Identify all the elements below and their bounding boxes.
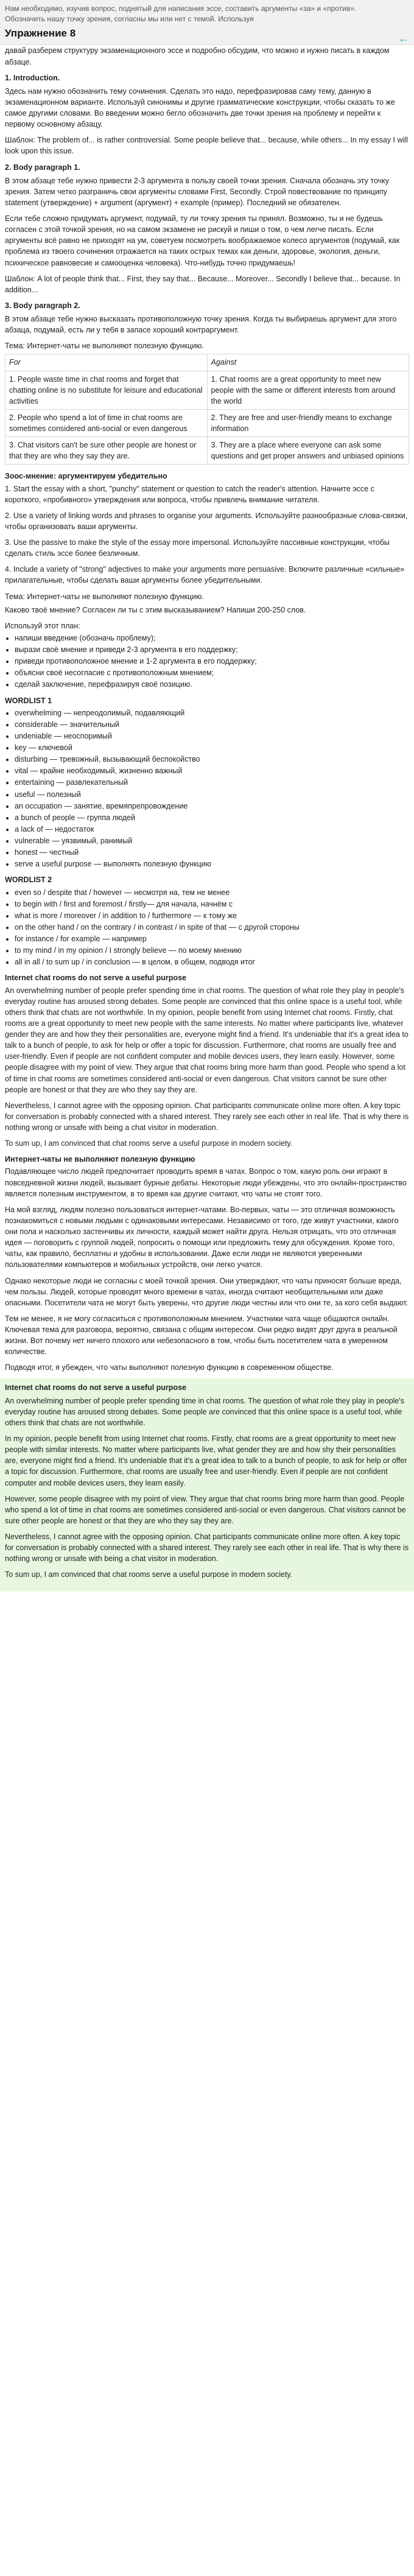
answer-paragraph: In my opinion, people benefit from using Internet chat rooms. Firstly, chat rooms are a great opportunity to meet new people with similar interests. No matter where participants live, what gender they are and how shy their personalities are, everyone might find a friend. It's undeniable that it's a great idea to talk to a bunch of people, to ask for help or offer a topic for discussion. Furthermore, chat rooms are usually free and user-friendly. Even if people are not confident computer and mobile devices users, they learn easily. [5, 1434, 407, 1487]
section-pattern: Шаблон: The problem of... is rather controversial. Some people believe that... because, while others... In my essay I will look upon this issue. [5, 136, 408, 156]
tip-item: 1. Start the essay with a short, "punchy" statement or question to catch the reader's attention. Начните эссе с короткого, «пробивного» утверждения или вопроса, чтобы привлечь внимание читателя. [5, 484, 374, 504]
wordlist-1 [5, 707, 409, 870]
tips-title: Зоос-мнение: аргументируем убедительно [5, 472, 167, 481]
list-item: • напиши введение (обозначь проблему); [15, 633, 409, 644]
list-item: • considerable — значительный [15, 719, 409, 730]
section-text: Если тебе сложно придумать аргумент, подумай, ту ли точку зрения ты принял. Возможно, ты и не будешь согласен с этой точкой зрения, но на самом экзамене не рискуй и пиши о том, о чем легче писать. Если аргументы всё равно не приходят на ум, советуем посмотреть воображаемое колесо аргументов (подумай, как проблема из твоего сочинения отражается на таких острых темах как деньги, здоровье, экология, деньги, психическое равновесие и самооценка человека). Что-нибудь точно придумаешь! [5, 214, 400, 267]
list-item: • undeniable — неоспоримый [15, 731, 409, 742]
table-cell: 2. People who spend a lot of time in chat rooms are sometimes considered anti-social or even dangerous [5, 409, 208, 437]
essay-paragraph: Тем не менее, я не могу согласиться с противоположным мнением. Участники чата чаще общаются онлайн. Ключевая тема для разговора, вероятно, связана с общим интересом. Они редко видят друг друга в реальной жизни. Вот почему нет ничего плохого или небезопасного в том, чтобы быть посетителем чата в умеренном количестве. [5, 1314, 398, 1356]
list-item: • useful — полезный [15, 789, 409, 800]
section-text: В этом абзаце тебе нужно высказать противоположную точку зрения. Когда ты выбираешь аргумент для этого абзаца, подумай, есть ли у тебя в запасе хороший контраргумент. [5, 315, 397, 335]
back-arrow-icon[interactable]: ← [398, 32, 409, 44]
section-heading: 1. Introduction. [5, 73, 60, 82]
for-header: For [5, 354, 208, 371]
list-item: • even so / despite that / however — несмотря на, тем не менее [15, 887, 409, 898]
answer-box [0, 1378, 414, 1592]
table-cell: 3. They are a place where everyone can ask some questions and get proper answers and unbiased opinions [207, 437, 409, 465]
essay-paragraph: Подводя итог, я убежден, что чаты выполняют полезную функцию в современном обществе. [5, 1363, 334, 1372]
essay-paragraph: Однако некоторые люди не согласны с моей точкой зрения. Они утверждают, что чаты приносят больше вреда, чем пользы. Людей, которые проводят много времени в чатах, иногда считают необщительными или даже опасными. Посетители чата не могут быть уверены, что другие люди честны или что они те, за кого себя выдают. [5, 1276, 409, 1307]
list-item: • serve a useful purpose — выполнять полезную функцию [15, 858, 409, 869]
answer-paragraph: To sum up, I am convinced that chat rooms serve a useful purpose in modern society. [5, 1570, 293, 1579]
table-row [5, 371, 409, 409]
list-item: • disturbing — тревожный, вызывающий беспокойство [15, 754, 409, 765]
wordlist-2 [5, 887, 409, 968]
table-cell: 2. They are free and user-friendly means to exchange information [207, 409, 409, 437]
list-item: • объясни своё несогласие с противоположным мнением; [15, 667, 409, 678]
section-pattern: Шаблон: A lot of people think that... First, they say that... Because... Moreover... Secondly I believe that... because. In addition... [5, 274, 401, 294]
list-item: • all in all / to sum up / in conclusion — в целом, в общем, подводя итог [15, 956, 409, 967]
wordlist-title: WORDLIST 1 [5, 696, 52, 705]
table-row [5, 409, 409, 437]
section-heading: 2. Body paragraph 1. [5, 163, 80, 172]
for-against-table [5, 354, 409, 465]
list-item: • for instance / for example — например [15, 933, 409, 944]
list-item: • entertaining — развлекательный [15, 777, 409, 788]
task-question: Каково твоё мнение? Согласен ли ты с этим высказыванием? Напиши 200-250 слов. [5, 605, 306, 614]
list-item: • сделай заключение, перефразируя своё позицию. [15, 679, 409, 690]
list-item: • to my mind / in my opinion / I strongly believe — по моему мнению [15, 945, 409, 956]
wordlist-title: WORDLIST 2 [5, 876, 52, 885]
list-item: • honest — честный [15, 847, 409, 858]
list-item: • a lack of — недостаток [15, 824, 409, 835]
answer-paragraph: However, some people disagree with my point of view. They argue that chat rooms bring more harm than good. People who spend a lot of time in chat rooms are sometimes considered anti-social or even dangerous. Chat visitors cannot be sure other people are honest or that they are who they say they are. [5, 1494, 406, 1525]
essay-title: Интернет-чаты не выполняют полезную функцию [5, 1155, 195, 1164]
list-item: • a bunch of people — группа людей [15, 812, 409, 823]
essay-paragraph: Nevertheless, I cannot agree with the opposing opinion. Chat participants communicate online more often. A key topic for conversation is probably connected with a shared interest. They rarely see each other in real life. That is why there is nothing wrong or unsafe with being a chat visitor in moderation. [5, 1101, 409, 1132]
list-item: • вырази своё мнение и приведи 2-3 аргумента в его поддержку; [15, 644, 409, 655]
list-item: • key — ключевой [15, 742, 409, 753]
essay-paragraph: На мой взгляд, людям полезно пользоваться интернет-чатами. Во-первых, чаты — это отличная возможность познакомиться с новыми людьми с одинаковыми интересами. Независимо от того, где живут участники, какого они пола и насколько застенчивы их личности, каждый может найти друга. Нельзя отрицать, что это отличная идея — поговорить с группой людей, попросить о помощи или предложить тему для обсуждения. Кроме того, чаты, как правило, бесплатны и удобны в использовании. Даже если люди не являются уверенными пользователями компьютеров и мобильных устройств, они легко учатся. [5, 1205, 399, 1269]
intro-paragraph: давай разберем структуру экзаменационного эссе и подробно обсудим, что можно и нужно писать в каждом абзаце. [5, 46, 390, 66]
tip-item: 2. Use a variety of linking words and phrases to organise your arguments. Используйте разнообразные слова-связки, чтобы организовать ваши аргументы. [5, 511, 408, 531]
list-item: • an occupation — занятие, времяпрепровождение [15, 801, 409, 812]
answer-paragraph: An overwhelming number of people prefer spending time in chat rooms. The question of what role they play in people's everyday routine has aroused strong debates. Some people are convinced that this online space is a useful tool, while others think that chats are not worthwhile. [5, 1396, 405, 1427]
list-item: • vulnerable — уязвимый, ранимый [15, 835, 409, 846]
answer-title: Internet chat rooms do not serve a useful purpose [5, 1383, 186, 1392]
page-title: Упражнение 8 [5, 27, 76, 39]
tip-item: 4. Include a variety of "strong" adjectives to make your arguments more persuasive. Включите различные «сильные» прилагательные, чтобы сделать ваши аргументы более убедительными. [5, 565, 405, 585]
essay-title: Internet chat rooms do not serve a useful purpose [5, 974, 186, 983]
table-cell: 1. People waste time in chat rooms and forget that chatting online is no substitute for leisure and educational activities [5, 371, 208, 409]
against-header: Against [207, 354, 409, 371]
section-text: В этом абзаце тебе нужно привести 2-3 аргумента в пользу своей точки зрения. Сначала обозначь эту точку зрения. Затем четко разграничь свои аргументы словами First, Secondly. Стрoй повествование по принципу statement (утверждение) + argument (аргумент) + example (пример). Последний не обязателен. [5, 176, 390, 207]
section-heading: 3. Body paragraph 2. [5, 301, 80, 310]
list-item: • to begin with / first and foremost / firstly— для начала, начнём с [15, 899, 409, 910]
table-cell: 1. Chat rooms are a great opportunity to meet new people with the same or different interests from around the world [207, 371, 409, 409]
section-text: Здесь нам нужно обозначить тему сочинения. Сделать это надо, перефразировав саму тему, данную в экзаменационном варианте. Используй синонимы и другие грамматические конструкции, чтобы сказать то же самое другими словами. Во введении можно бегло обозначить две точки зрения на проблему и перейти к первому основному абзацу. [5, 86, 395, 129]
essay-paragraph: Подавляющее число людей предпочитает проводить время в чатах. Вопрос о том, какую роль они играют в повседневной жизни людей, вызывает бурные дебаты. Некоторые люди убеждены, что это онлайн-пространство является полезным инструментом, в то время как другие считают, что чаты не стоят того. [5, 1167, 407, 1198]
list-item: • vital — крайне необходимый, жизненно важный [15, 765, 409, 776]
list-item: • overwhelming — непреодолимый, подавляющий [15, 707, 409, 718]
tip-item: 3. Use the passive to make the style of the essay more impersonal. Используйте пассивные конструкции, чтобы сделать стиль эссе более безличным. [5, 538, 390, 558]
list-item: • what is more / moreover / in addition to / furthermore — к тому же [15, 910, 409, 921]
table-row [5, 437, 409, 465]
plan-list [5, 633, 409, 690]
header-bar [0, 0, 414, 45]
essay-paragraph: To sum up, I am convinced that chat rooms serve a useful purpose in modern society. [5, 1139, 293, 1148]
table-cell: 3. Chat visitors can't be sure other people are honest or that they are who they say they are. [5, 437, 208, 465]
topic-line: Тема: Интернет-чаты не выполняют полезную функцию. [5, 342, 205, 351]
essay-paragraph: An overwhelming number of people prefer spending time in chat rooms. The question of what role they play in people's everyday routine has aroused strong debates. Some people are convinced that this online space is a useful tool, while others think that chats are not worthwhile. In my opinion, people benefit from using Internet chat rooms. Firstly, chat rooms are a great opportunity to meet new people with the same interests. No matter where participants live, whatever gender they are and how they their personalities are, everyone might find a friend. It's undeniable that it's a great idea to talk to a bunch of people, to ask for help or offer a topic for discussion. Furthermore, chat rooms are usually free and user-friendly. Even if people are not confident computer and mobile devices users, they learn easily. However, some people disagree with my point of view. They argue that chat rooms bring more harm than good. People who spend a lot of time in chat rooms are sometimes considered anti-social or even dangerous. Chat visitors cannot be sure other people are honest or that they are who they say they are. [5, 986, 409, 1094]
plan-label: Используй этот план: [5, 621, 80, 630]
answer-paragraph: Nevertheless, I cannot agree with the opposing opinion. Chat participants communicate online more often. A key topic for conversation is probably connected with a shared interest. They rarely see each other in real life. That is why there is nothing wrong or unsafe with being a chat visitor in moderation. [5, 1532, 409, 1563]
list-item: • приведи противоположное мнение и 1-2 аргумента в его поддержку; [15, 656, 409, 667]
list-item: • on the other hand / on the contrary / in contrast / in spite of that — с другой стороны [15, 922, 409, 933]
topic-line: Тема: Интернет-чаты не выполняют полезную функцию. [5, 592, 205, 601]
header-intro-text: Нам необходимо, изучив вопрос, поднятый для написания эссе, составить аргументы «за» и «против». Обозначить нашу точку зрения, согласны мы или нет с темой. Используя [5, 4, 357, 24]
